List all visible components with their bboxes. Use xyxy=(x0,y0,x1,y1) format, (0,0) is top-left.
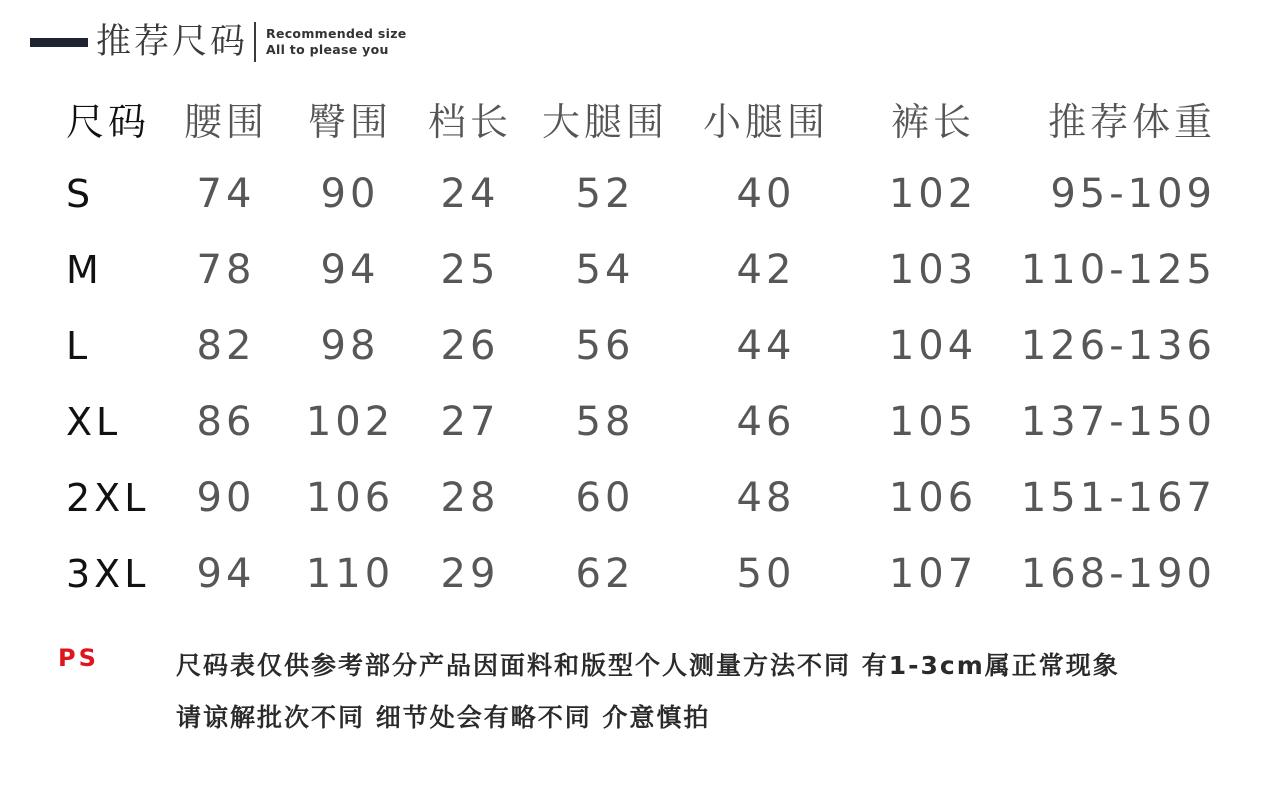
page-title: 推荐尺码 xyxy=(96,21,249,62)
size-cell: XL xyxy=(66,400,122,444)
table-row xyxy=(60,308,1220,384)
column-header-waist: 腰围 xyxy=(183,99,268,144)
calf-cell: 50 xyxy=(736,551,796,597)
table-row xyxy=(60,156,1220,232)
column-header-thigh: 大腿围 xyxy=(541,99,668,144)
note-line-2: 请谅解批次不同 细节处会有略不同 介意慎拍 xyxy=(176,703,711,732)
column-header-rise: 档长 xyxy=(427,99,512,144)
thigh-cell: 54 xyxy=(575,247,635,293)
header-accent-bar xyxy=(30,38,88,47)
column-header-size: 尺码 xyxy=(66,99,151,144)
table-row xyxy=(60,232,1220,308)
waist-cell: 86 xyxy=(196,399,256,445)
calf-cell: 48 xyxy=(736,475,796,521)
column-header-length: 裤长 xyxy=(890,99,975,144)
column-header-weight: 推荐体重 xyxy=(1047,99,1216,144)
hip-cell: 106 xyxy=(305,475,395,521)
table-row xyxy=(60,460,1220,536)
column-header-calf: 小腿围 xyxy=(702,99,829,144)
table-row xyxy=(60,384,1220,460)
hip-cell: 94 xyxy=(320,247,380,293)
waist-cell: 74 xyxy=(196,171,256,217)
waist-cell: 94 xyxy=(196,551,256,597)
weight-cell: 151-167 xyxy=(1020,475,1216,521)
table-row xyxy=(60,536,1220,612)
size-cell: L xyxy=(66,324,92,368)
header-subtitle-line-2: All to please you xyxy=(266,42,389,57)
size-cell: S xyxy=(66,172,95,216)
column-header-hip: 臀围 xyxy=(307,99,392,144)
thigh-cell: 56 xyxy=(575,323,635,369)
waist-cell: 78 xyxy=(196,247,256,293)
hip-cell: 90 xyxy=(320,171,380,217)
length-cell: 102 xyxy=(888,171,978,217)
thigh-cell: 62 xyxy=(575,551,635,597)
header-subtitle-line-1: Recommended size xyxy=(266,26,407,41)
thigh-cell: 60 xyxy=(575,475,635,521)
calf-cell: 44 xyxy=(736,323,796,369)
calf-cell: 42 xyxy=(736,247,796,293)
thigh-cell: 52 xyxy=(575,171,635,217)
rise-cell: 28 xyxy=(440,475,500,521)
hip-cell: 102 xyxy=(305,399,395,445)
note-line-1: 尺码表仅供参考部分产品因面料和版型个人测量方法不同 有1-3cm属正常现象 xyxy=(176,651,1120,680)
rise-cell: 29 xyxy=(440,551,500,597)
header-subtitle xyxy=(266,26,407,58)
weight-cell: 137-150 xyxy=(1020,399,1216,445)
waist-cell: 82 xyxy=(196,323,256,369)
length-cell: 104 xyxy=(888,323,978,369)
rise-cell: 24 xyxy=(440,171,500,217)
waist-cell: 90 xyxy=(196,475,256,521)
note-label: PS xyxy=(58,644,99,672)
length-cell: 107 xyxy=(888,551,978,597)
rise-cell: 26 xyxy=(440,323,500,369)
weight-cell: 126-136 xyxy=(1020,323,1216,369)
hip-cell: 98 xyxy=(320,323,380,369)
hip-cell: 110 xyxy=(305,551,395,597)
size-cell: 3XL xyxy=(66,552,150,596)
length-cell: 105 xyxy=(888,399,978,445)
thigh-cell: 58 xyxy=(575,399,635,445)
size-chart-table xyxy=(60,80,1220,612)
calf-cell: 40 xyxy=(736,171,796,217)
page-header xyxy=(30,16,407,68)
rise-cell: 25 xyxy=(440,247,500,293)
weight-cell: 168-190 xyxy=(1020,551,1216,597)
size-cell: M xyxy=(66,248,103,292)
weight-cell: 95-109 xyxy=(1050,171,1216,217)
length-cell: 106 xyxy=(888,475,978,521)
size-note xyxy=(176,640,1236,744)
rise-cell: 27 xyxy=(440,399,500,445)
weight-cell: 110-125 xyxy=(1020,247,1216,293)
calf-cell: 46 xyxy=(736,399,796,445)
size-cell: 2XL xyxy=(66,476,150,520)
length-cell: 103 xyxy=(888,247,978,293)
header-divider xyxy=(254,22,256,62)
table-header-row xyxy=(60,80,1220,156)
